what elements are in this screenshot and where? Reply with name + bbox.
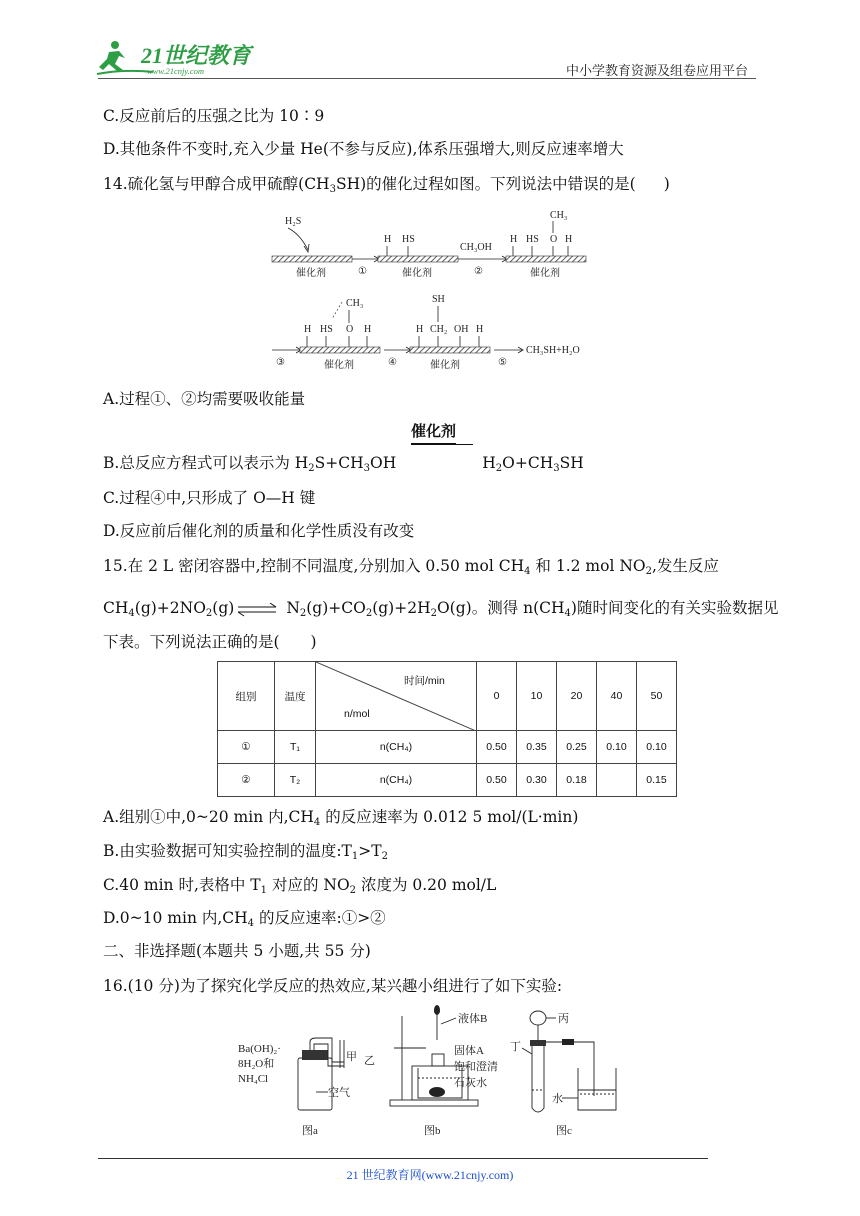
table-row: ② T₂ n(CH₄) 0.50 0.30 0.18 0.15 <box>218 764 677 797</box>
time-header: 40 <box>597 662 637 731</box>
catalyst-surface-4 <box>300 298 380 371</box>
table-row: ① T₁ n(CH₄) 0.50 0.35 0.25 0.10 0.10 <box>218 731 677 764</box>
svg-text:O: O <box>346 324 354 335</box>
q15-option-d: D.0~10 min 内$,CH_4$ 的反应速率:①>② <box>103 909 386 929</box>
q16-apparatus-figure <box>232 1004 632 1140</box>
logo-url: www.21cnjy.com <box>147 66 204 76</box>
step-3-arrow <box>272 347 301 368</box>
catalyst-surface-5 <box>410 294 490 371</box>
q14-stem: 14.硫化氢与甲醇合成甲硫醇$(CH_3SH)$的催化过程如图。下列说法中错误的是( ) <box>103 175 670 195</box>
svg-text:O: O <box>550 234 558 245</box>
col-temp-header: 温度 <box>275 662 316 731</box>
svg-text:HS: HS <box>402 234 415 245</box>
svg-text:丙: 丙 <box>558 1013 569 1025</box>
svg-text:②: ② <box>474 266 483 277</box>
q15-option-b: B.由实验数据可知实验控制的温度$:T_1>T_2$ <box>103 842 388 862</box>
svg-text:甲: 甲 <box>346 1051 357 1063</box>
svg-text:NH₄Cl: NH₄Cl <box>238 1073 269 1085</box>
q14-option-a: A.过程①、②均需要吸收能量 <box>103 390 306 408</box>
svg-text:H: H <box>304 324 312 335</box>
svg-text:石灰水: 石灰水 <box>454 1077 487 1089</box>
svg-text:H: H <box>476 324 484 335</box>
svg-text:③: ③ <box>276 357 285 368</box>
footer-text: 21 世纪教育网(www.21cnjy.com) <box>346 1168 514 1182</box>
time-header: 50 <box>637 662 677 731</box>
catalyst-surface-1 <box>272 256 352 279</box>
svg-text:HS: HS <box>320 324 333 335</box>
q14-option-c: C.过程④中,只形成了 O—H 键 <box>103 489 316 507</box>
figure-b <box>390 1005 498 1137</box>
svg-text:CH₃OH: CH₃OH <box>460 242 492 253</box>
svg-text:图a: 图a <box>302 1125 318 1137</box>
diag-time-label: 时间/min <box>404 675 445 687</box>
svg-text:乙: 乙 <box>364 1055 375 1067</box>
svg-text:丁: 丁 <box>510 1041 521 1053</box>
q14-catalysis-figure <box>260 206 600 376</box>
q14-option-b: B.总反应方程式可以表示为 $H_2S+CH_3OH$ $H_2O+CH_3SH$ <box>103 454 584 474</box>
col-group-header: 组别 <box>218 662 275 731</box>
svg-text:催化剂: 催化剂 <box>324 360 354 371</box>
section-2-heading: 二、非选择题(本题共 5 小题,共 55 分) <box>103 942 371 960</box>
time-header: 10 <box>517 662 557 731</box>
q16-stem: 16.(10 分)为了探究化学反应的热效应,某兴趣小组进行了如下实验: <box>103 977 563 995</box>
equation-double-line <box>411 444 473 445</box>
svg-text:①: ① <box>358 266 367 277</box>
logo-text: 21世纪教育 <box>141 43 252 68</box>
figure-c <box>510 1011 616 1137</box>
svg-text:图b: 图b <box>424 1125 441 1137</box>
time-header: 0 <box>477 662 517 731</box>
catalyst-surface-2 <box>378 234 458 279</box>
product-label: CH₃SH+H₂O <box>526 345 580 356</box>
q13-option-d: D.其他条件不变时,充入少量 He(不参与反应),体系压强增大,则反应速率增大 <box>103 140 624 158</box>
svg-text:H: H <box>416 324 424 335</box>
svg-text:固体A: 固体A <box>454 1045 484 1057</box>
svg-text:CH₃: CH₃ <box>550 210 568 221</box>
step-2-arrow <box>458 242 507 277</box>
q13-option-c: C.反应前后的压强之比为 10∶9 <box>103 107 325 125</box>
svg-text:8H₂O和: 8H₂O和 <box>238 1058 275 1070</box>
q15-stem-line3: 下表。下列说法正确的是( ) <box>103 633 317 651</box>
svg-text:图c: 图c <box>556 1125 572 1137</box>
svg-text:催化剂: 催化剂 <box>402 268 432 279</box>
h2s-label: H₂S <box>285 216 302 227</box>
footer-divider <box>98 1158 708 1159</box>
svg-text:饱和澄清: 饱和澄清 <box>454 1061 498 1073</box>
header-logo <box>95 36 265 78</box>
svg-text:催化剂: 催化剂 <box>530 268 560 279</box>
svg-text:H: H <box>384 234 392 245</box>
q14-option-d: D.反应前后催化剂的质量和化学性质没有改变 <box>103 522 415 540</box>
svg-text:HS: HS <box>526 234 539 245</box>
svg-text:CH₃: CH₃ <box>346 298 364 309</box>
svg-text:催化剂: 催化剂 <box>296 268 326 279</box>
q14-option-b-catalyst: 催化剂 <box>411 420 456 444</box>
header-right-text: 中小学教育资源及组卷应用平台 <box>566 64 749 79</box>
svg-text:水: 水 <box>552 1093 563 1105</box>
step-5-arrow <box>494 347 523 368</box>
figure-a <box>238 1038 375 1137</box>
svg-text:H: H <box>510 234 518 245</box>
q15-data-table <box>217 661 677 797</box>
q15-option-c: C.40 min 时,表格中 $T_1$ 对应的 $NO_2$ 浓度为 0.20 mol/L <box>103 876 497 896</box>
svg-text:Ba(OH)₂·: Ba(OH)₂· <box>238 1043 281 1055</box>
step-4-arrow <box>384 347 411 368</box>
step-1-arrow <box>352 256 379 277</box>
diag-mol-label: n/mol <box>344 708 370 720</box>
header-divider <box>98 78 756 79</box>
svg-text:催化剂: 催化剂 <box>430 360 460 371</box>
svg-text:CH₂: CH₂ <box>430 324 448 335</box>
svg-text:液体B: 液体B <box>458 1013 488 1025</box>
q15-option-a: A.组别①中,0~20 min 内$,CH_4$ 的反应速率为 0.012 5 mol/(L·min) <box>103 808 579 828</box>
svg-text:H: H <box>565 234 573 245</box>
diagonal-header-cell <box>316 662 477 731</box>
svg-text:空气: 空气 <box>328 1087 350 1099</box>
svg-text:⑤: ⑤ <box>498 357 507 368</box>
svg-text:④: ④ <box>388 357 397 368</box>
svg-text:H: H <box>364 324 372 335</box>
q15-equation-line: $CH_4(g)+2NO_2(g)$ $N_2(g)+CO_2(g)+2H_2O(g)$。测得 $n(CH_4)$随时间变化的有关实验数据见 <box>103 599 779 619</box>
svg-text:OH: OH <box>454 324 469 335</box>
time-header: 20 <box>557 662 597 731</box>
q15-stem-line1: 15.在 2 L 密闭容器中,控制不同温度,分别加入 0.50 mol $CH_4$ 和 1.2 mol $NO_2$,发生反应 <box>103 557 719 577</box>
catalyst-surface-3 <box>506 210 586 279</box>
reversible-arrow-icon <box>236 602 278 616</box>
svg-text:SH: SH <box>432 294 445 305</box>
